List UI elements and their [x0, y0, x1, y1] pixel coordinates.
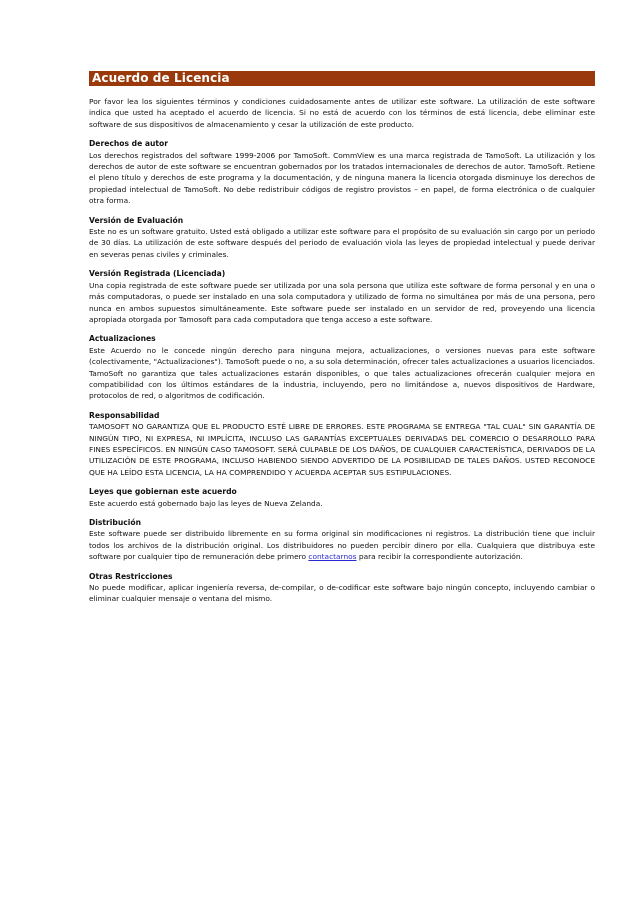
section-heading: Derechos de autor: [89, 139, 168, 149]
body-text-after-link: para recibir la correspondiente autorización.: [356, 552, 523, 562]
section-actualizaciones: [89, 333, 595, 401]
body-text-before-link: Este software puede ser distribuido libremente en su forma original sin modificaciones ni registros. La distribución tiene que incluir todos los archivos de la distribución original. Los distribuidores no pueden percibir dinero por ella. Cualquiera que distribuya este software por cualquier tipo de remuneración debe primero: [89, 529, 595, 562]
section-body: [89, 528, 595, 562]
section-distribucion: [89, 517, 595, 563]
intro-paragraph: Por favor lea los siguientes términos y condiciones cuidadosamente antes de utilizar este software. La utilización de este software indica que usted ha aceptado el acuerdo de licencia. Si no está de acuerdo con los términos de está licencia, debe eliminar este software de sus dispositivos de almacenamiento y cesar la utilización de este producto.: [89, 97, 595, 129]
section-responsabilidad: [89, 410, 595, 478]
section-derechos: [89, 138, 595, 206]
section-evaluacion: [89, 215, 595, 261]
section-registrada: [89, 268, 595, 325]
section-body: Una copia registrada de este software puede ser utilizada por una sola persona que utiliza este software de forma personal y en una o más computadoras, o puede ser instalado en una sola computadora y utilizado de forma no simultánea por más de una persona, pero nunca en ambos supuestos simultáneamente. Este software puede ser instalado en un servidor de red, proveyendo una licencia apropiada otorgada por Tamosoft para cada computadora que tenga acceso a este software.: [89, 280, 595, 324]
section-heading: Versión Registrada (Licenciada): [89, 269, 226, 279]
section-heading: Versión de Evaluación: [89, 215, 184, 225]
section-heading: Distribución: [89, 518, 141, 527]
section-leyes: [89, 486, 595, 509]
section-body: TAMOSOFT NO GARANTIZA QUE EL PRODUCTO ESTÉ LIBRE DE ERRORES. ESTE PROGRAMA SE ENTREGA "TAL CUAL" SIN GARANTÍA DE NINGÚN TIPO, NI EXPRESA, NI IMPLÍCITA, INCLUSO LAS GARANTÍAS EXCEPTUALES DERIVADAS DEL COMERCIO O DESARROLLO PARA FINES ESPECÍFICOS. EN NINGÚN CASO TAMOSOFT. SERÁ CULPABLE DE LOS DAÑOS, DE CUALQUIER CARACTERÍSTICA, DERIVADOS DE LA UTILIZACIÓN DE ESTE PROGRAMA, INCLUSO HABIENDO SIENDO ADVERTIDO DE LA POSIBILIDAD DE TALES DAÑOS. USTED RECONOCE QUE HA LEÍDO ESTA LICENCIA, LA HA COMPRENDIDO Y ACUERDA ACEPTAR SUS ESTIPULACIONES.: [89, 422, 595, 477]
section-heading: Responsabilidad: [89, 410, 160, 420]
section-restricciones: [89, 571, 595, 605]
license-content: [89, 71, 595, 605]
contact-link[interactable]: contactarnos: [308, 552, 357, 562]
section-body: Los derechos registrados del software 1999-2006 por TamoSoft. CommView es una marca registrada de TamoSoft. La utilización y los derechos de autor de este software se encuentran gobernados por los tratados internacionales de derechos de autor. TamoSoft. Retiene el pleno título y derechos de este programa y la documentación, y de ninguna manera la licencia otorgada disminuye los derechos de propiedad intelectual de TamoSoft. No debe redistribuir códigos de registro provistos – en papel, de forma electrónica o de cualquier otra forma.: [89, 150, 595, 206]
section-heading: Actualizaciones: [89, 334, 156, 344]
section-heading: Leyes que gobiernan este acuerdo: [89, 487, 237, 497]
section-body: Este acuerdo está gobernado bajo las leyes de Nueva Zelanda.: [89, 498, 323, 508]
section-body: Este Acuerdo no le concede ningún derecho para ninguna mejora, actualizaciones, o versiones nuevas para este software (colectivamente, "Actualizaciones"). TamoSoft puede o no, a su sola determinación, ofrecer tales actualizaciones a usuarios licenciados. TamoSoft no garantiza que tales actualizaciones estarán disponibles, o que tales actualizaciones ofrecerán cualquier mejora en compatibilidad con los últimos estándares de la industria, incluyendo, pero no limitándose a, nuevos dispositivos de Hardware, protocolos de red, o algoritmos de codificación.: [89, 345, 595, 401]
section-body: Este no es un software gratuito. Usted está obligado a utilizar este software para el propósito de su evaluación sin cargo por un periodo de 30 días. La utilización de este software después del periodo de evaluación viola las leyes de propiedad intelectual y puede derivar en severas penas civiles y criminales.: [89, 227, 595, 259]
section-body: No puede modificar, aplicar ingeniería reversa, de-compilar, o de-codificar este software bajo ningún concepto, incluyendo cambiar o eliminar cualquier mensaje o ventana del mismo.: [89, 583, 595, 604]
section-heading: Otras Restricciones: [89, 571, 173, 581]
page-title: Acuerdo de Licencia: [89, 71, 595, 86]
